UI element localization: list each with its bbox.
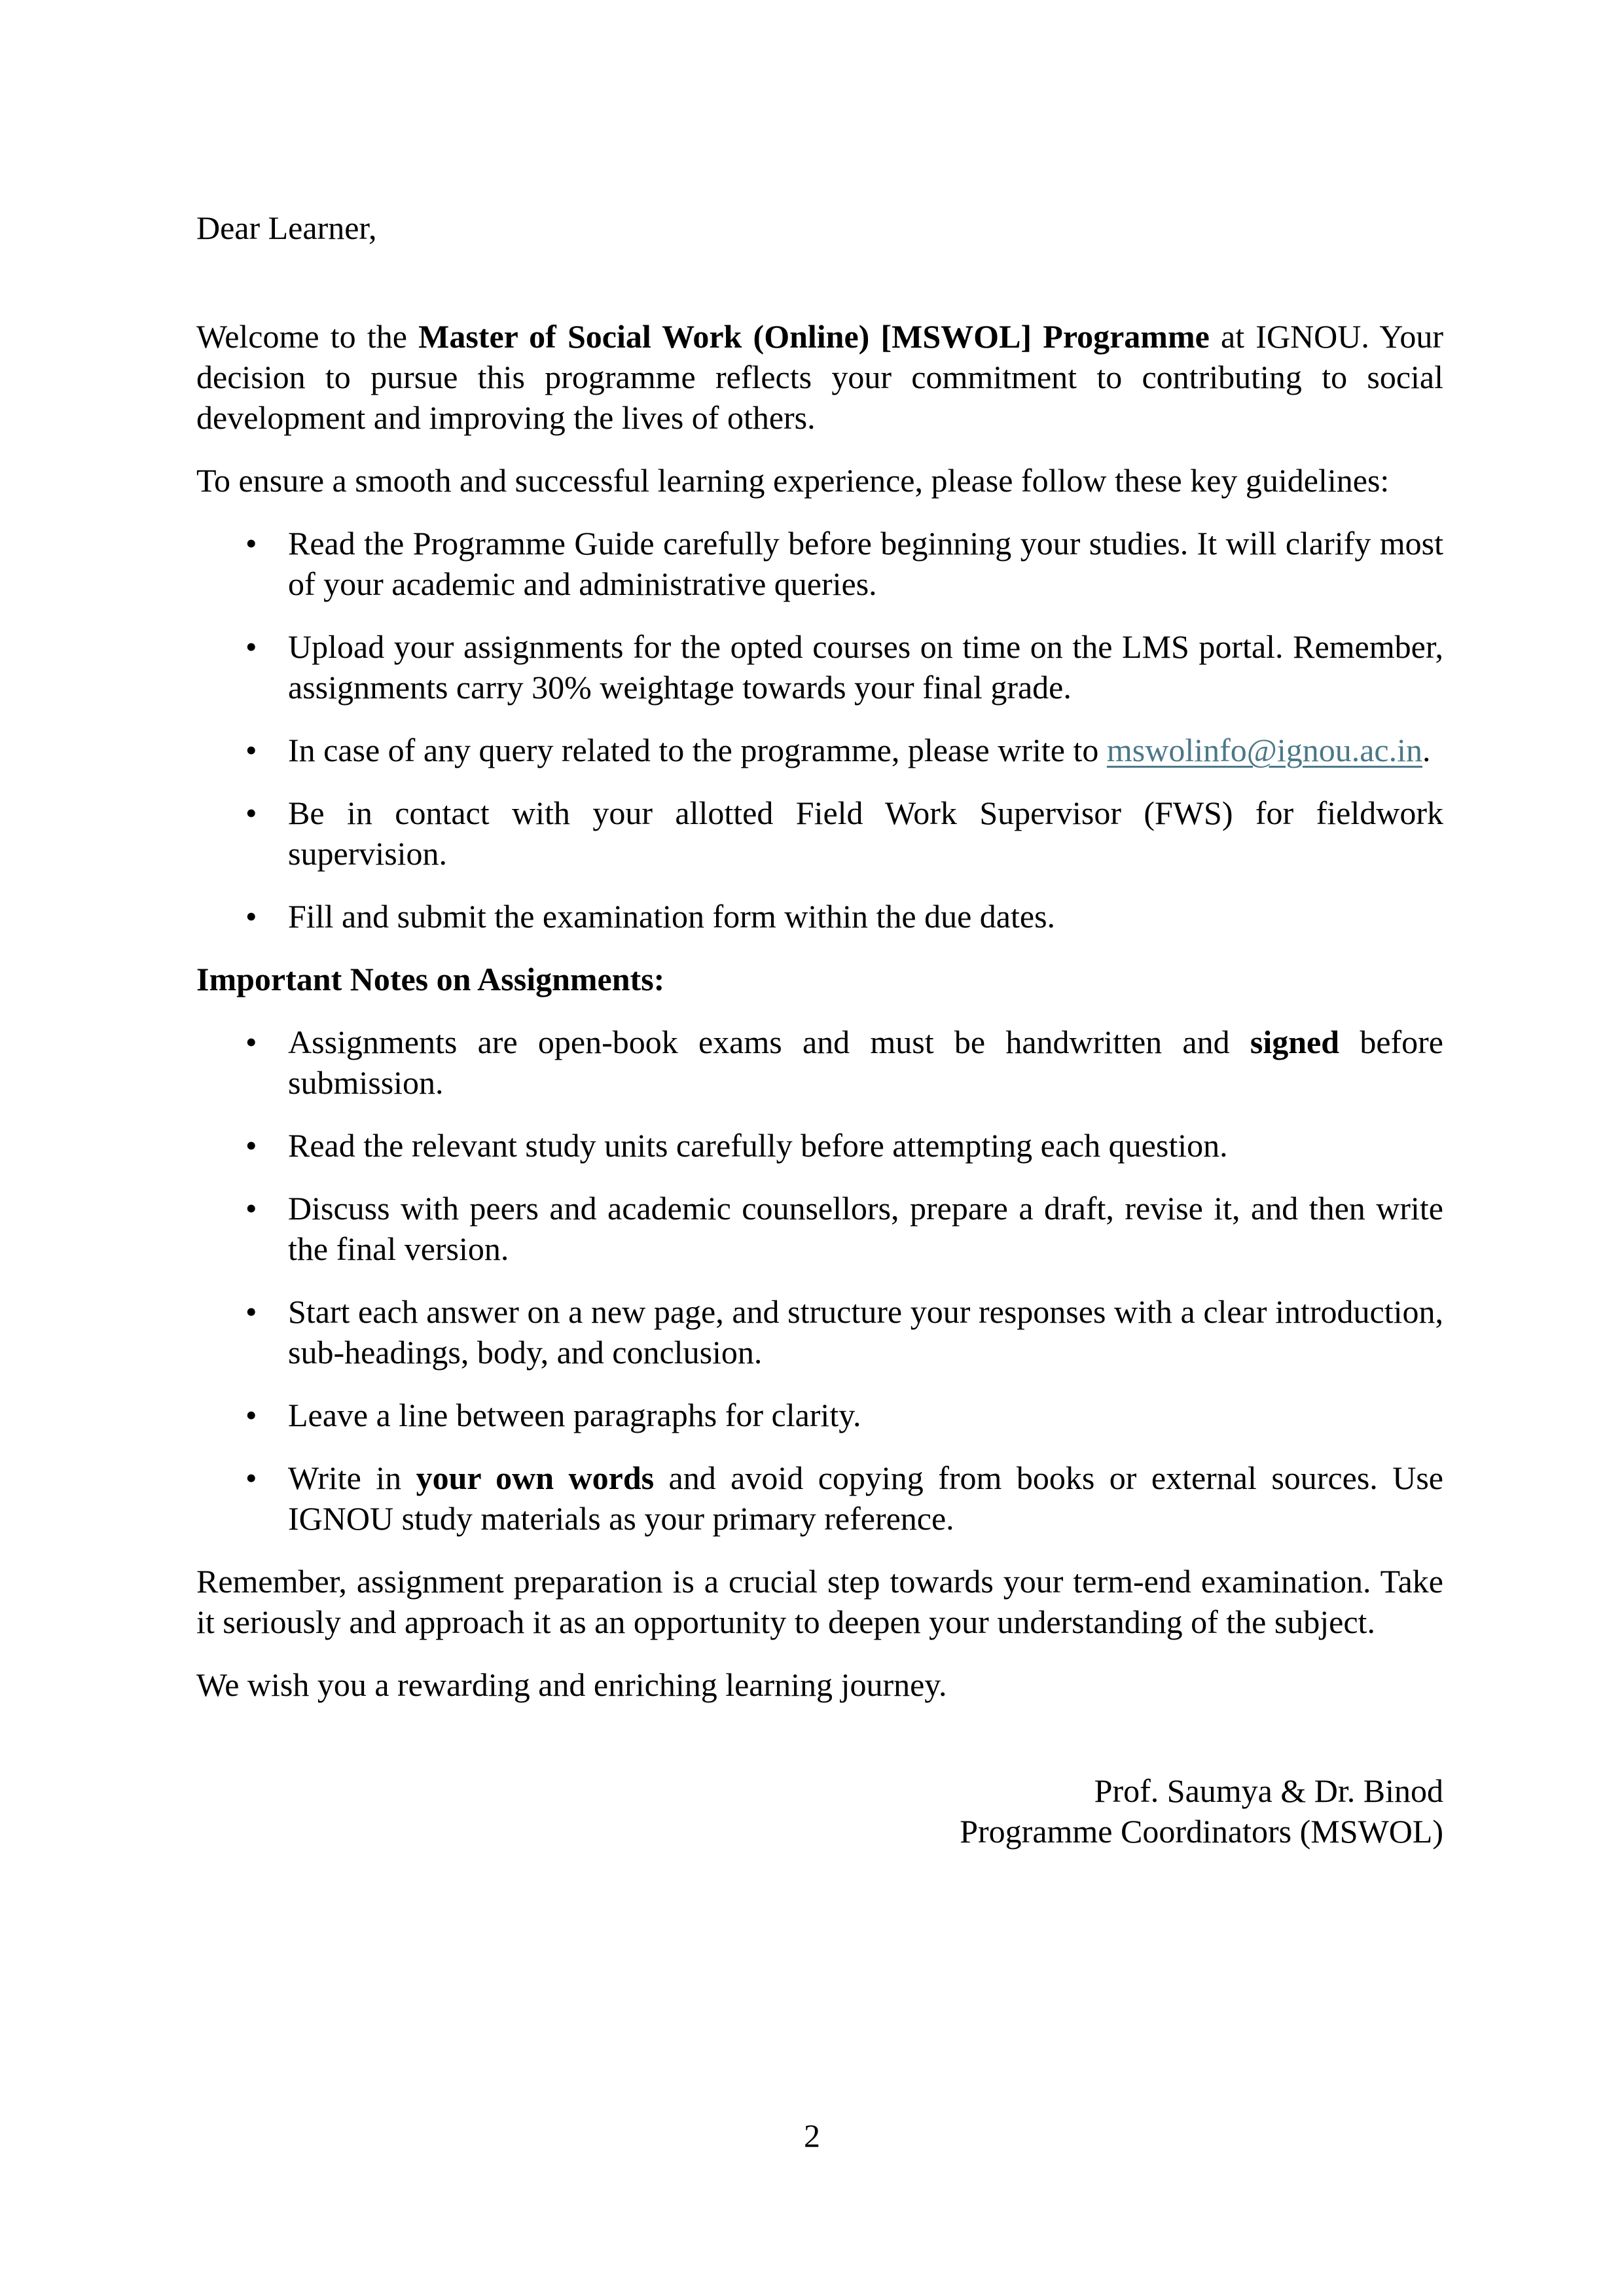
list-item: • Discuss with peers and academic counsellors, prepare a draft, revise it, and then write the final version. <box>196 1188 1443 1269</box>
closing-paragraph-1: Remember, assignment preparation is a crucial step towards your term-end examination. Take it seriously and approach it as an opportunity to deepen your understanding of the subject. <box>196 1563 1443 1640</box>
signed-bold: signed <box>1250 1024 1340 1060</box>
list-item: • Start each answer on a new page, and structure your responses with a clear introduction, sub-headings, body, and conclusion. <box>196 1291 1443 1372</box>
notes-open-book-pre: Assignments are open-book exams and must be handwritten and <box>288 1024 1250 1060</box>
closing-paragraph-2: We wish you a rewarding and enriching learning journey. <box>196 1666 947 1703</box>
own-words-bold: your own words <box>416 1460 655 1496</box>
own-words-pre: Write in <box>288 1460 416 1496</box>
signature-title: Programme Coordinators (MSWOL) <box>960 1813 1443 1850</box>
page-number: 2 <box>804 2117 820 2154</box>
list-item <box>196 1458 1443 1539</box>
email-link[interactable]: mswolinfo@ignou.ac.in <box>1106 732 1422 768</box>
own-words-post: and avoid copying from books or external sources. Use IGNOU study materials as your primary reference. <box>288 1460 1443 1537</box>
notes-list <box>196 1022 1443 1539</box>
list-item <box>196 730 1443 770</box>
list-item: • Read the Programme Guide carefully before beginning your studies. It will clarify most of your academic and administrative queries. <box>196 523 1443 604</box>
list-item <box>196 1022 1443 1103</box>
welcome-post: at IGNOU. Your decision to pursue this programme reflects your commitment to contributing to social development and improving the lives of others. <box>196 318 1443 436</box>
letter-body <box>196 207 1443 1852</box>
notes-heading: Important Notes on Assignments: <box>196 961 665 997</box>
list-item: • Be in contact with your allotted Field Work Supervisor (FWS) for fieldwork supervision. <box>196 793 1443 874</box>
notes-open-book-post: before submission. <box>288 1024 1444 1101</box>
programme-name-bold: Master of Social Work (Online) [MSWOL] Programme <box>418 318 1210 355</box>
guidelines-list <box>196 523 1443 937</box>
greeting: Dear Learner, <box>196 209 377 246</box>
query-pre: In case of any query related to the programme, please write to <box>288 732 1107 768</box>
signature-block <box>196 1770 1443 1852</box>
signature-names: Prof. Saumya & Dr. Binod <box>1094 1772 1443 1809</box>
guidelines-intro: To ensure a smooth and successful learning experience, please follow these key guidelines: <box>196 462 1390 499</box>
list-item: • Leave a line between paragraphs for clarity. <box>196 1395 1443 1435</box>
welcome-paragraph <box>196 316 1443 438</box>
list-item: • Read the relevant study units carefully before attempting each question. <box>196 1125 1443 1166</box>
query-post: . <box>1422 732 1431 768</box>
list-item: • Fill and submit the examination form within the due dates. <box>196 896 1443 937</box>
welcome-pre: Welcome to the <box>196 318 419 355</box>
list-item: • Upload your assignments for the opted courses on time on the LMS portal. Remember, assignments carry 30% weightage towards your final grade. <box>196 626 1443 708</box>
